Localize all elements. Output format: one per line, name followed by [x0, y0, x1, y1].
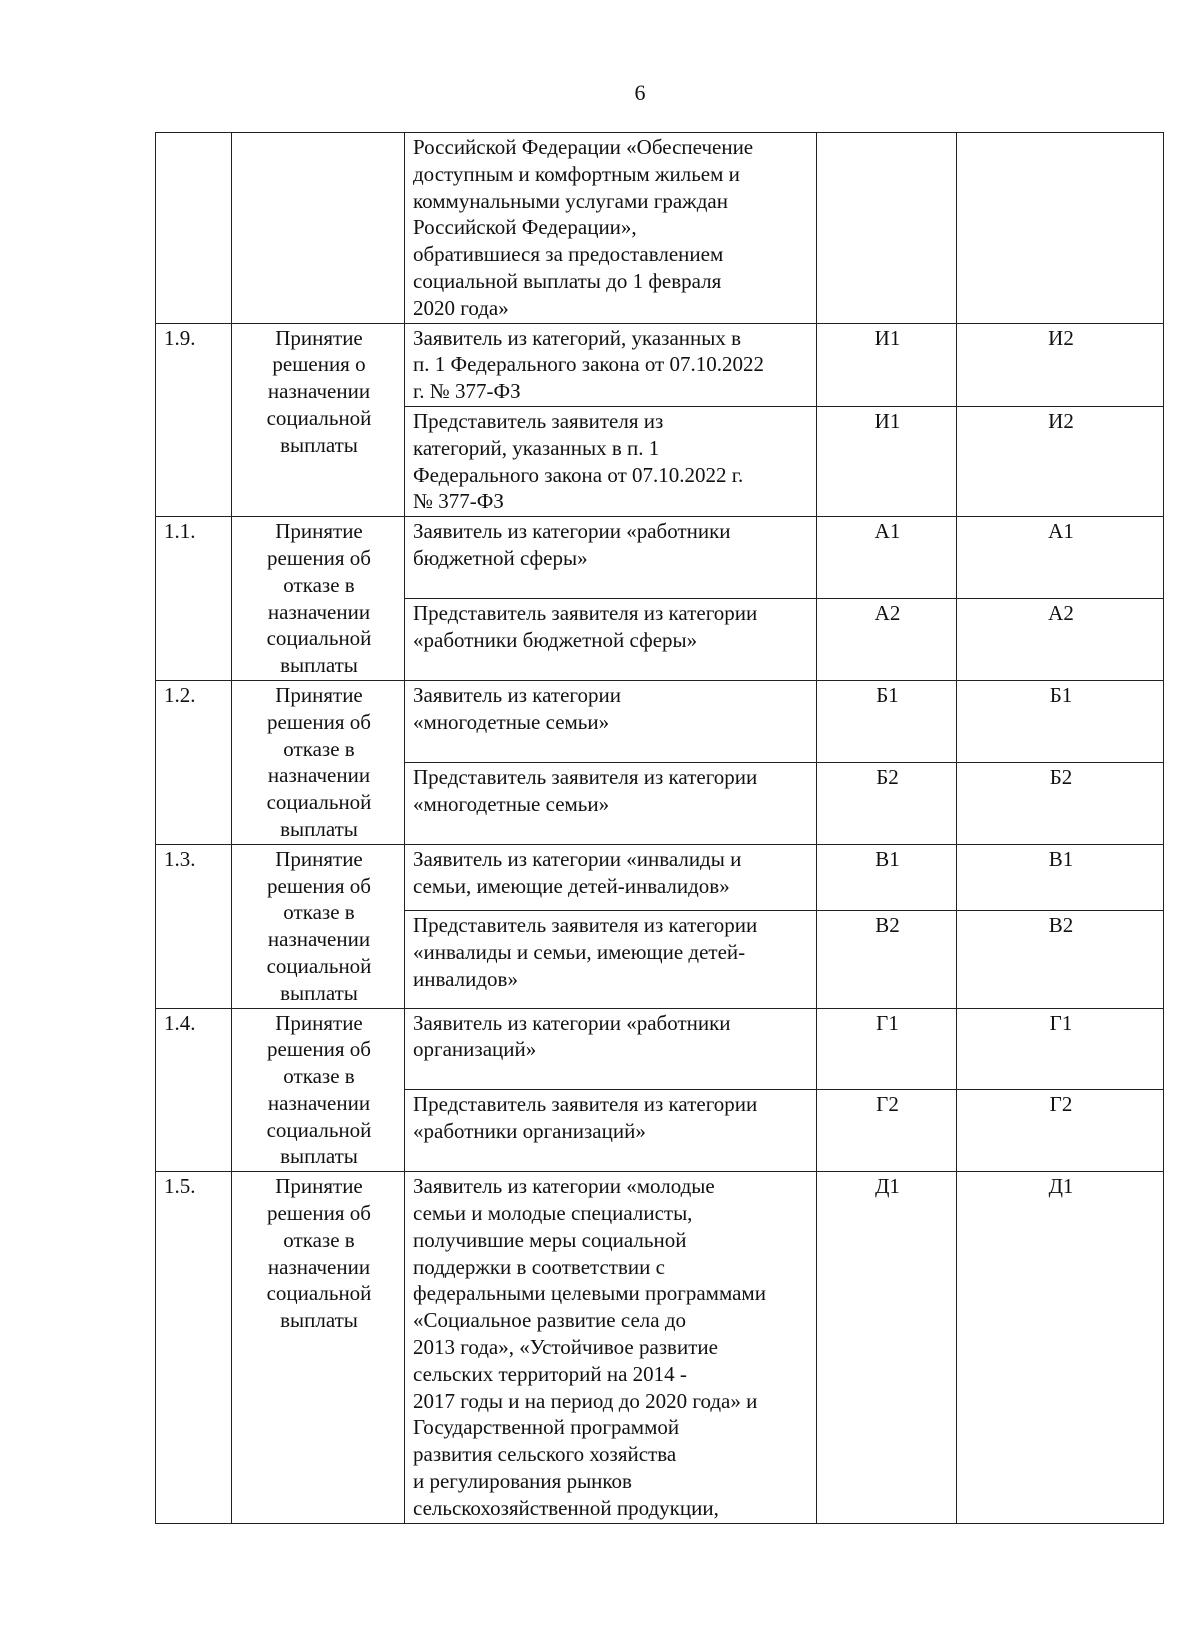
page-number: 6	[634, 80, 646, 105]
description-line: Заявитель из категории «работники	[413, 1010, 731, 1035]
description-line: Представитель заявителя из категории	[413, 601, 758, 626]
code-cell-2: Д1	[957, 1172, 1164, 1523]
applicant-description	[405, 323, 817, 406]
code-cell-2: В2	[957, 910, 1164, 1008]
decision-cell	[232, 1172, 405, 1523]
decision-line: социальной	[266, 626, 372, 651]
description-line: сельских территорий на 2014 -	[413, 1361, 687, 1386]
code-cell-1: Б1	[817, 680, 957, 762]
code-cell-2	[957, 133, 1164, 324]
decision-line: решения об	[267, 1037, 371, 1062]
code-cell-1: Г2	[817, 1090, 957, 1172]
decision-line: назначении	[267, 379, 371, 404]
decision-line: решения о	[272, 352, 366, 377]
code-cell-1: А2	[817, 599, 957, 681]
item-number: 1.1.	[156, 517, 232, 681]
description-line: Заявитель из категории «инвалиды и	[413, 846, 742, 871]
description-line: Государственной программой	[413, 1415, 680, 1440]
applicant-description	[405, 1090, 817, 1172]
description-line: организаций»	[413, 1037, 537, 1062]
decision-line: назначении	[267, 1254, 371, 1279]
table-row	[156, 680, 1164, 762]
description-line: семьи, имеющие детей-инвалидов»	[413, 873, 730, 898]
decision-line: Принятие	[275, 1174, 363, 1199]
code-cell-1: И1	[817, 323, 957, 406]
description-line: «работники бюджетной сферы»	[413, 627, 698, 652]
description-line: социальной выплаты до 1 февраля	[413, 268, 722, 293]
description-line: Заявитель из категории	[413, 682, 621, 707]
decision-line: социальной	[266, 1117, 372, 1142]
description-line: и регулирования рынков	[413, 1469, 632, 1494]
decision-line: отказе в	[283, 736, 355, 761]
applicant-description	[405, 406, 817, 516]
applicant-description	[405, 680, 817, 762]
code-cell-1: В1	[817, 844, 957, 910]
code-cell-2: В1	[957, 844, 1164, 910]
decision-line: отказе в	[283, 900, 355, 925]
description-line: бюджетной сферы»	[413, 545, 588, 570]
decision-line: назначении	[267, 763, 371, 788]
description-line: г. № 377-ФЗ	[413, 379, 521, 404]
table-row	[156, 1172, 1164, 1523]
services-table	[155, 132, 1164, 1524]
code-cell-2: Б2	[957, 762, 1164, 844]
applicant-description	[405, 1008, 817, 1090]
decision-line: назначении	[267, 599, 371, 624]
decision-line: выплаты	[280, 1144, 358, 1169]
decision-line: социальной	[266, 953, 372, 978]
code-cell-1: В2	[817, 910, 957, 1008]
applicant-description	[405, 599, 817, 681]
description-line: «многодетные семьи»	[413, 791, 610, 816]
code-cell-1	[817, 133, 957, 324]
description-line: Российской Федерации»,	[413, 215, 637, 240]
item-number: 1.3.	[156, 844, 232, 1008]
decision-cell	[232, 133, 405, 324]
table-row	[156, 1008, 1164, 1090]
description-line: семьи и молодые специалисты,	[413, 1201, 693, 1226]
description-line: Заявитель из категории «молодые	[413, 1174, 715, 1199]
description-line: п. 1 Федерального закона от 07.10.2022	[413, 352, 764, 377]
item-number: 1.9.	[156, 323, 232, 517]
decision-line: выплаты	[280, 653, 358, 678]
description-line: обратившиеся за предоставлением	[413, 242, 724, 267]
decision-cell	[232, 517, 405, 681]
description-line: «работники организаций»	[413, 1119, 646, 1144]
code-cell-1: А1	[817, 517, 957, 599]
decision-line: выплаты	[280, 980, 358, 1005]
description-line: развития сельского хозяйства	[413, 1442, 677, 1467]
description-line: Заявитель из категории «работники	[413, 519, 731, 544]
decision-line: решения об	[267, 709, 371, 734]
description-line: категорий, указанных в п. 1	[413, 435, 660, 460]
code-cell-1: Г1	[817, 1008, 957, 1090]
table-row	[156, 844, 1164, 910]
description-line: Представитель заявителя из категории	[413, 912, 758, 937]
decision-cell	[232, 1008, 405, 1172]
code-cell-2: Г2	[957, 1090, 1164, 1172]
decision-line: Принятие	[275, 1010, 363, 1035]
description-line: Российской Федерации «Обеспечение	[413, 135, 754, 159]
decision-line: Принятие	[275, 519, 363, 544]
code-cell-2: Г1	[957, 1008, 1164, 1090]
applicant-description	[405, 133, 817, 324]
description-line: «многодетные семьи»	[413, 709, 610, 734]
description-line: инвалидов»	[413, 966, 518, 991]
description-line: Заявитель из категорий, указанных в	[413, 325, 742, 350]
description-line: получившие меры социальной	[413, 1227, 687, 1252]
decision-line: решения об	[267, 545, 371, 570]
code-cell-1: И1	[817, 406, 957, 516]
table-row	[156, 517, 1164, 599]
item-number: 1.2.	[156, 680, 232, 844]
applicant-description	[405, 762, 817, 844]
decision-line: назначении	[267, 1090, 371, 1115]
decision-cell	[232, 680, 405, 844]
applicant-description	[405, 844, 817, 910]
decision-line: Принятие	[275, 682, 363, 707]
code-cell-2: И2	[957, 406, 1164, 516]
decision-line: социальной	[266, 790, 372, 815]
description-line: Представитель заявителя из категории	[413, 764, 758, 789]
code-cell-2: А1	[957, 517, 1164, 599]
decision-cell	[232, 323, 405, 517]
description-line: «Социальное развитие села до	[413, 1308, 686, 1333]
decision-line: выплаты	[280, 816, 358, 841]
description-line: № 377-ФЗ	[413, 489, 504, 514]
description-line: сельскохозяйственной продукции,	[413, 1495, 719, 1520]
code-cell-1: Б2	[817, 762, 957, 844]
table-row	[156, 323, 1164, 406]
code-cell-2: Б1	[957, 680, 1164, 762]
code-cell-2: А2	[957, 599, 1164, 681]
description-line: 2017 годы и на период до 2020 года» и	[413, 1388, 758, 1413]
code-cell-2: И2	[957, 323, 1164, 406]
description-line: поддержки в соответствии с	[413, 1254, 665, 1279]
applicant-description	[405, 517, 817, 599]
decision-line: назначении	[267, 927, 371, 952]
decision-line: социальной	[266, 1281, 372, 1306]
decision-line: Принятие	[275, 325, 363, 350]
decision-line: выплаты	[280, 432, 358, 457]
description-line: Представитель заявителя из	[413, 408, 664, 433]
decision-line: отказе в	[283, 572, 355, 597]
code-cell-1: Д1	[817, 1172, 957, 1523]
decision-line: выплаты	[280, 1308, 358, 1333]
decision-line: решения об	[267, 1201, 371, 1226]
decision-line: Принятие	[275, 846, 363, 871]
description-line: федеральными целевыми программами	[413, 1281, 766, 1306]
applicant-description	[405, 910, 817, 1008]
description-line: Федерального закона от 07.10.2022 г.	[413, 462, 744, 487]
description-line: 2020 года»	[413, 295, 509, 320]
decision-line: отказе в	[283, 1227, 355, 1252]
description-line: «инвалиды и семьи, имеющие детей-	[413, 939, 746, 964]
decision-cell	[232, 844, 405, 1008]
description-line: доступным и комфортным жильем и	[413, 161, 740, 186]
description-line: Представитель заявителя из категории	[413, 1092, 758, 1117]
table-body	[156, 133, 1164, 1524]
applicant-description	[405, 1172, 817, 1523]
item-number	[156, 133, 232, 324]
decision-line: социальной	[266, 405, 372, 430]
decision-line: решения об	[267, 873, 371, 898]
description-line: 2013 года», «Устойчивое развитие	[413, 1335, 718, 1360]
decision-line: отказе в	[283, 1064, 355, 1089]
item-number: 1.5.	[156, 1172, 232, 1523]
table-row	[156, 133, 1164, 324]
item-number: 1.4.	[156, 1008, 232, 1172]
description-line: коммунальными услугами граждан	[413, 188, 728, 213]
